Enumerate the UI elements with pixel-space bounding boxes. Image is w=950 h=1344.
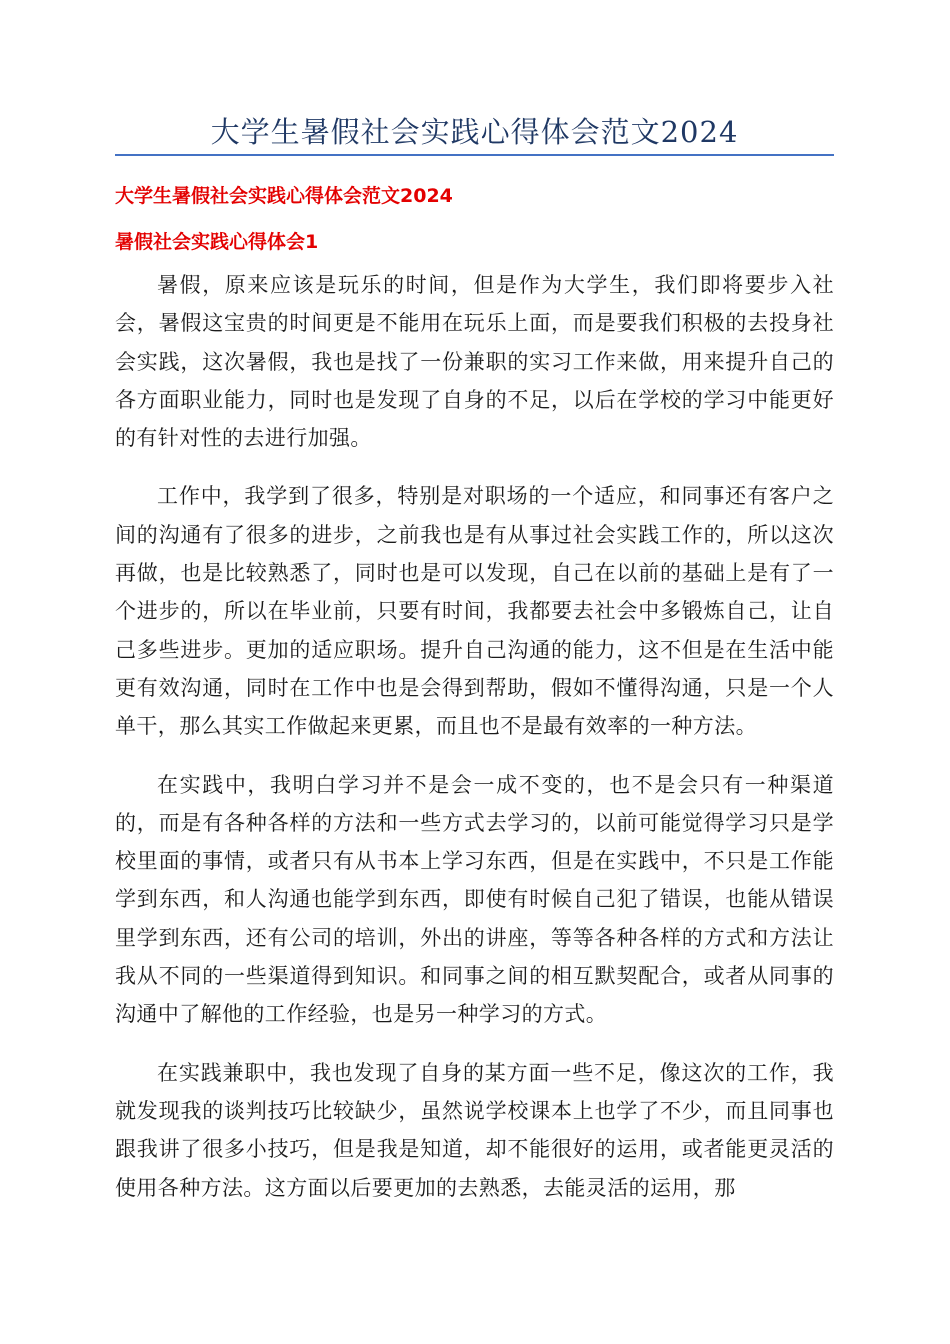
body-text <box>115 266 834 1227</box>
section-heading: 大学生暑假社会实践心得体会范文2024 <box>115 185 453 207</box>
paragraph-4: 在实践兼职中，我也发现了自身的某方面一些不足，像这次的工作，我就发现我的谈判技巧比较缺少，虽然说学校课本上也学了不少，而且同事也跟我讲了很多小技巧，但是我是知道，却不能很好的运用，或者能更灵活的使用各种方法。这方面以后要更加的去熟悉，去能灵活的运用，那 <box>115 1060 834 1200</box>
subsection-heading: 暑假社会实践心得体会1 <box>115 231 319 253</box>
paragraph-1: 暑假，原来应该是玩乐的时间，但是作为大学生，我们即将要步入社会，暑假这宝贵的时间更是不能用在玩乐上面，而是要我们积极的去投身社会实践，这次暑假，我也是找了一份兼职的实习工作来做，用来提升自己的各方面职业能力，同时也是发现了自身的不足，以后在学校的学习中能更好的有针对性的去进行加强。 <box>115 273 834 451</box>
paragraph-2: 工作中，我学到了很多，特别是对职场的一个适应，和同事还有客户之间的沟通有了很多的进步，之前我也是有从事过社会实践工作的，所以这次再做，也是比较熟悉了，同时也是可以发现，自己在以前的基础上是有了一个进步的，所以在毕业前，只要有时间，我都要去社会中多锻炼自己，让自己多些进步。更加的适应职场。提升自己沟通的能力，这不但是在生活中能更有效沟通，同时在工作中也是会得到帮助，假如不懂得沟通，只是一个人单干，那么其实工作做起来更累，而且也不是最有效率的一种方法。 <box>115 484 834 739</box>
paragraph-3: 在实践中，我明白学习并不是会一成不变的，也不是会只有一种渠道的，而是有各种各样的方法和一些方式去学习的，以前可能觉得学习只是学校里面的事情，或者只有从书本上学习东西，但是在实践中，不只是工作能学到东西，和人沟通也能学到东西，即使有时候自己犯了错误，也能从错误里学到东西，还有公司的培训，外出的讲座，等等各种各样的方式和方法让我从不同的一些渠道得到知识。和同事之间的相互默契配合，或者从同事的沟通中了解他的工作经验，也是另一种学习的方式。 <box>115 772 834 1027</box>
document-title: 大学生暑假社会实践心得体会范文2024 <box>210 115 739 149</box>
title-underline <box>115 154 834 156</box>
